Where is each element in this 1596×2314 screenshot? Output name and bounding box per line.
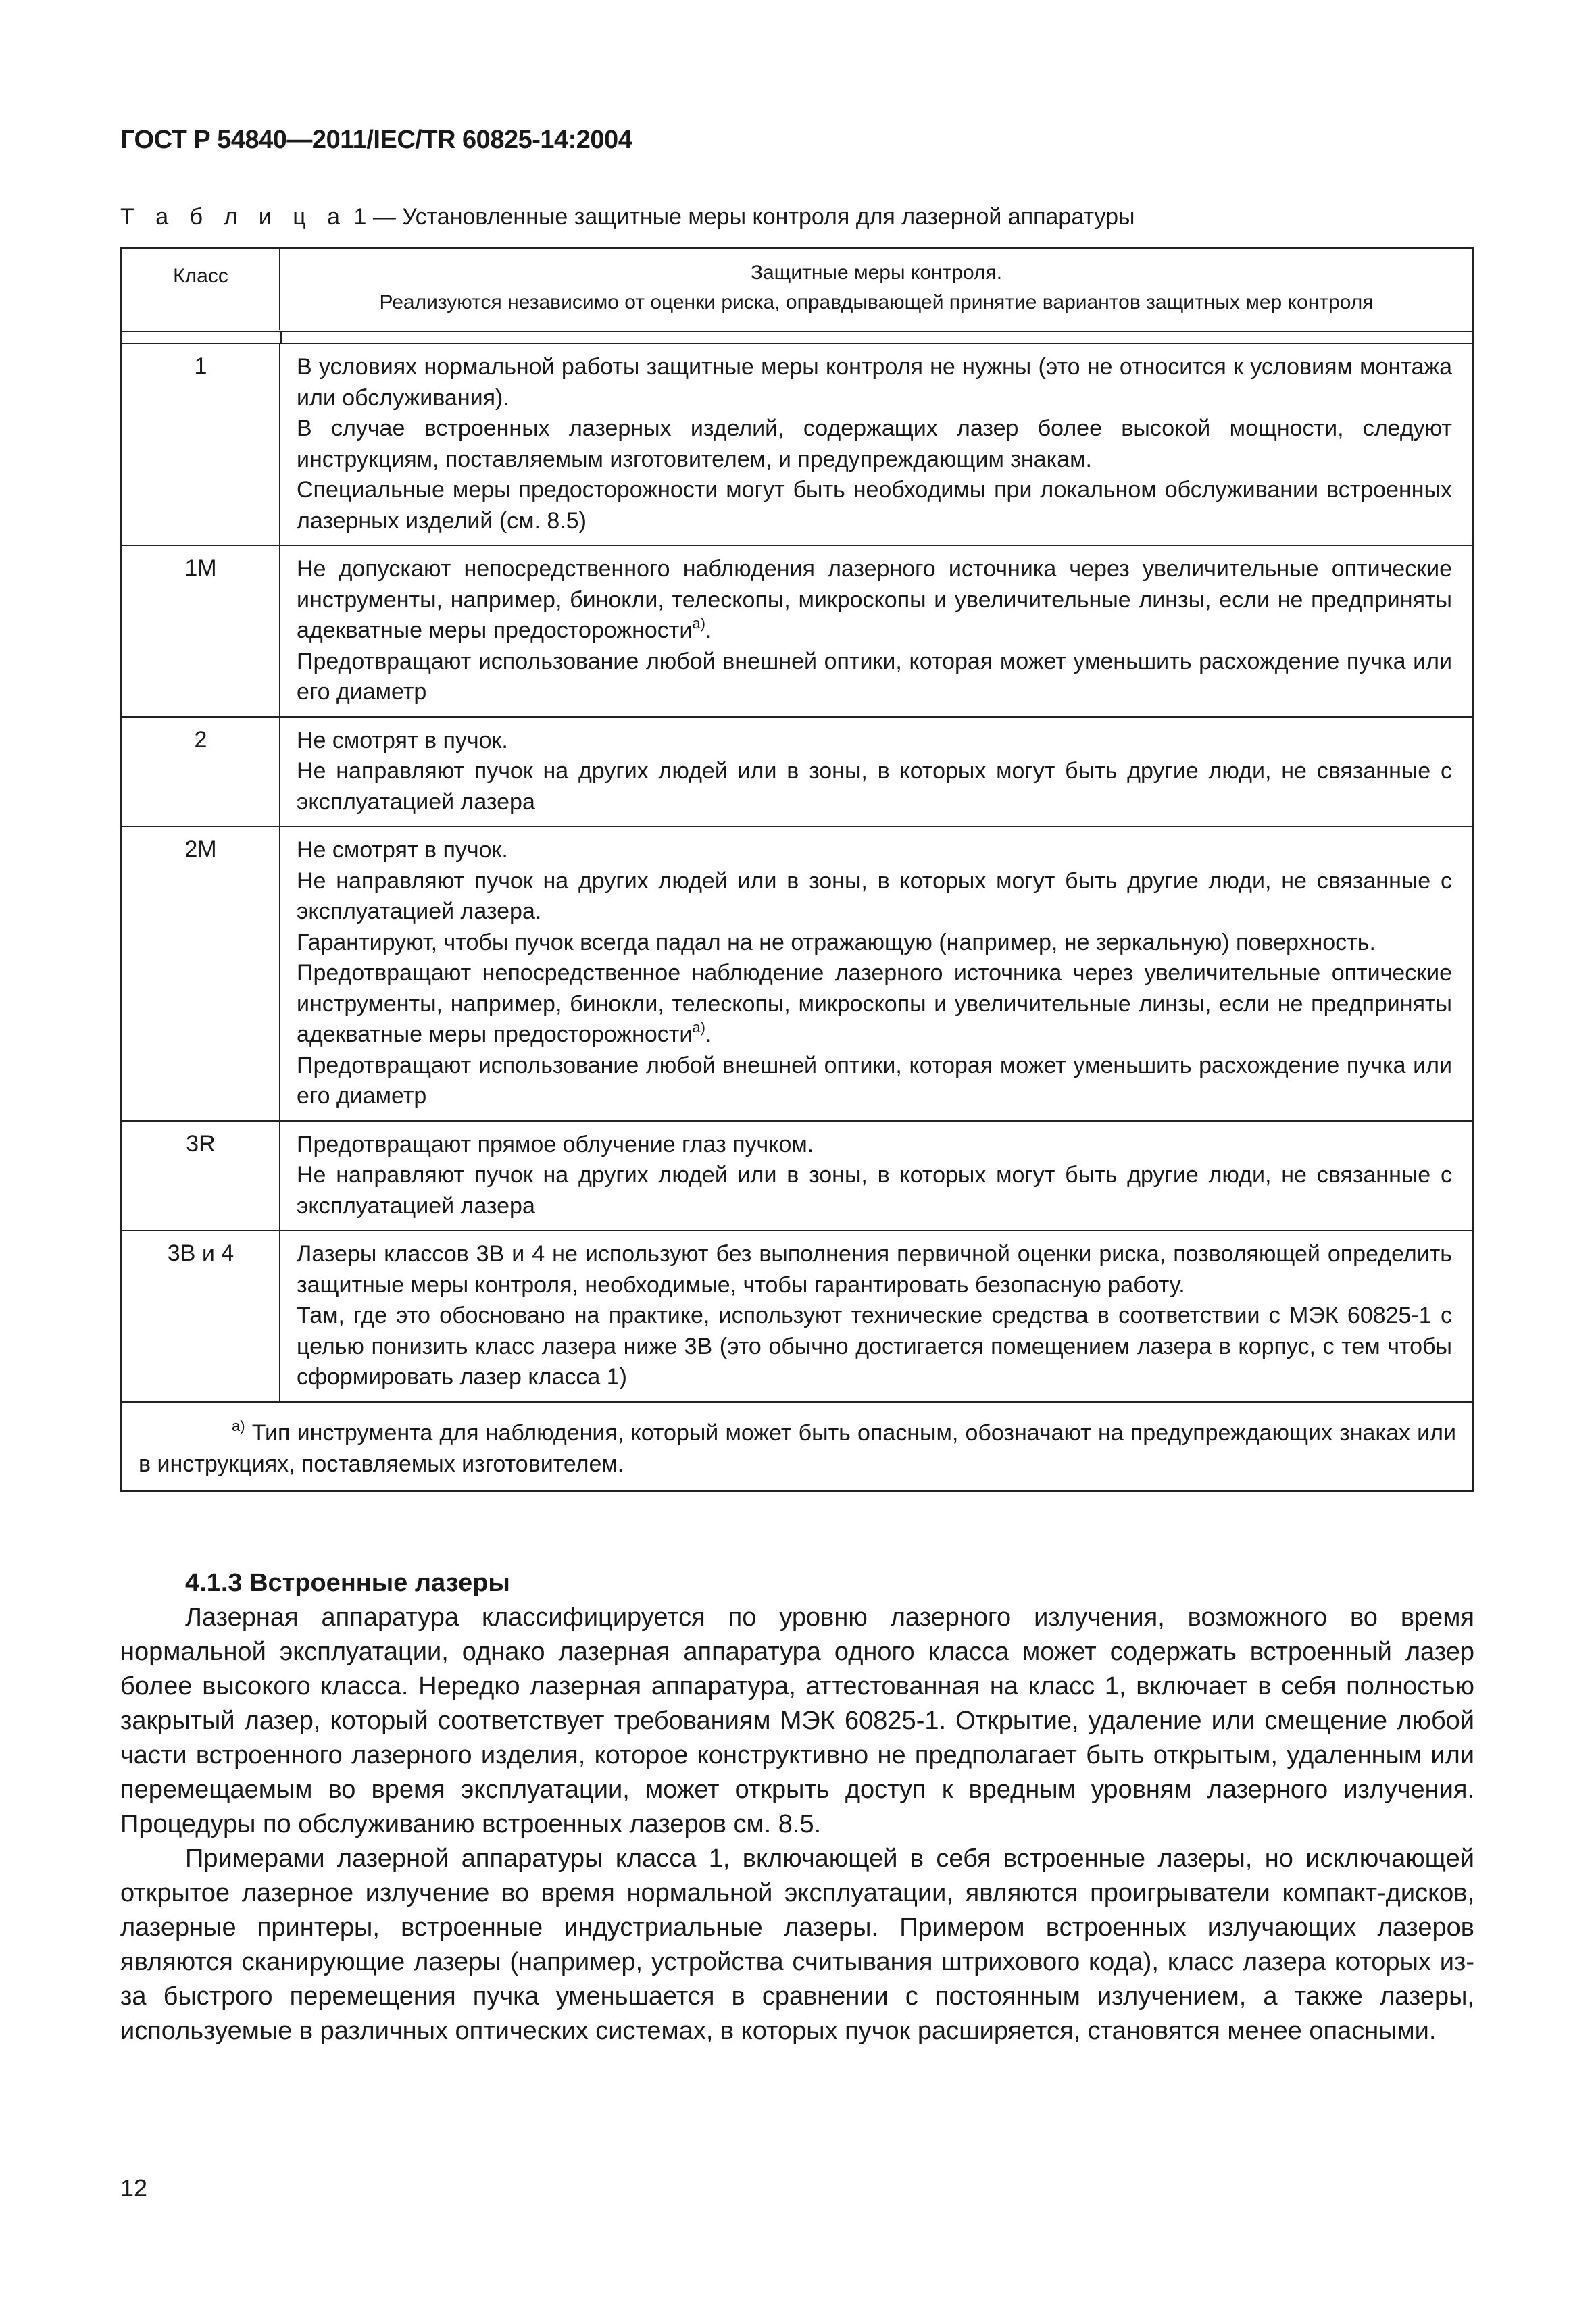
row-measures xyxy=(280,1122,1472,1230)
table-header-row xyxy=(122,249,1472,332)
section-heading: 4.1.3 Встроенные лазеры xyxy=(185,1569,510,1597)
header-separator xyxy=(122,332,1472,344)
measure-text: В условиях нормальной работы защитные меры контроля не нужны (это не относится к условиям монтажа или обслуживания). xyxy=(297,354,1452,411)
footnote-ref: а) xyxy=(692,1019,705,1036)
table-row xyxy=(122,344,1472,546)
table-row xyxy=(122,546,1472,718)
table-row xyxy=(122,827,1472,1122)
measure-text: Предотвращают использование любой внешней оптики, которая может уменьшить расхождение пучка или его диаметр xyxy=(297,648,1452,705)
table-caption-label: Т а б л и ц а xyxy=(120,204,348,230)
measure-text: Не смотрят в пучок. xyxy=(297,837,508,863)
measure-text: Предотвращают прямое облучение глаз пучком. xyxy=(297,1131,814,1157)
header-measures-line2: Реализуются независимо от оценки риска, оправдывающей принятие вариантов защитных мер контроля xyxy=(379,291,1374,313)
table-row xyxy=(122,718,1472,828)
measure-text: В случае встроенных лазерных изделий, содержащих лазер более высокой мощности, следуют инструкциям, поставляемым изготовителем, и предупреждающим знакам. xyxy=(297,416,1452,472)
row-class: 1M xyxy=(122,546,280,716)
measure-text: Не направляют пучок на других людей или в зоны, в которых могут быть другие люди, не связанные с эксплуатацией лазера xyxy=(297,1162,1452,1219)
section-4-1-3 xyxy=(120,1566,1474,2048)
row-class: 2 xyxy=(122,718,280,826)
measure-text: Предотвращают непосредственное наблюдение лазерного источника через увеличительные оптические инструменты, например, бинокли, телескопы, микроскопы и увеличительные линзы, если не предприняты адекватные меры предосторожности$^{а)}$. xyxy=(297,960,1452,1047)
row-measures xyxy=(280,1231,1472,1401)
table-row xyxy=(122,1231,1472,1403)
measure-text: Там, где это обосновано на практике, используют технические средства в соответствии с МЭК 60825-1 с целью понизить класс лазера ниже 3B (это обычно достигается помещением лазера в корпус, с тем чтобы сформировать лазер класса 1) xyxy=(297,1303,1452,1390)
row-measures xyxy=(280,827,1472,1120)
section-paragraph: Лазерная аппаратура классифицируется по уровню лазерного излучения, возможного во время нормальной эксплуатации, однако лазерная аппаратура одного класса может содержать встроенный лазер более высокого класса. Нередко лазерная аппаратура, аттестованная на класс 1, включает в себя полностью закрытый лазер, который соответствует требованиям МЭК 60825-1. Открытие, удаление или смещение любой части встроенного лазерного изделия, которое конструктивно не предполагает быть открытым, удаленным или перемещаемым во время эксплуатации, может открыть доступ к вредным уровням лазерного излучения. Процедуры по обслуживанию встроенных лазеров см. 8.5. xyxy=(120,1603,1474,1838)
footnote-mark: а) xyxy=(232,1417,245,1434)
row-measures xyxy=(280,718,1472,826)
row-class: 2M xyxy=(122,827,280,1120)
row-class: 3R xyxy=(122,1122,280,1230)
footnote-ref: а) xyxy=(692,615,705,632)
table-footnote xyxy=(122,1403,1472,1490)
measure-text: Не направляют пучок на других людей или в зоны, в которых могут быть другие люди, не связанные с эксплуатацией лазера xyxy=(297,758,1452,815)
header-measures-line1: Защитные меры контроля. xyxy=(750,261,1003,284)
row-class: 1 xyxy=(122,344,280,545)
controls-table xyxy=(120,247,1474,1492)
measure-text: Предотвращают использование любой внешней оптики, которая может уменьшить расхождение пучка или его диаметр xyxy=(297,1052,1452,1109)
document-header: ГОСТ Р 54840—2011/IEC/TR 60825-14:2004 xyxy=(120,126,632,154)
measure-text: Гарантируют, чтобы пучок всегда падал на не отражающую (например, не зеркальную) поверхность. xyxy=(297,929,1376,955)
page-number: 12 xyxy=(120,2174,148,2202)
row-measures xyxy=(280,344,1472,545)
measure-text: Не смотрят в пучок. xyxy=(297,727,508,753)
measure-text: Не направляют пучок на других людей или в зоны, в которых могут быть другие люди, не связанные с эксплуатацией лазера. xyxy=(297,867,1452,924)
table-caption xyxy=(120,204,1134,230)
footnote-text: Тип инструмента для наблюдения, который может быть опасным, обозначают на предупреждающих знаках или в инструкциях, поставляемых изготовителем. xyxy=(139,1419,1456,1477)
measure-text: Специальные меры предосторожности могут быть необходимы при локальном обслуживании встроенных лазерных изделий (см. 8.5) xyxy=(297,477,1452,534)
row-measures xyxy=(280,546,1472,716)
section-paragraph: Примерами лазерной аппаратуры класса 1, включающей в себя встроенные лазеры, но исключающей открытое лазерное излучение во время нормальной эксплуатации, являются проигрыватели компакт-дисков, лазерные принтеры, встроенные индустриальные лазеры. Примером встроенных излучающих лазеров являются сканирующие лазеры (например, устройства считывания штрихового кода), класс лазера которых из-за быстрого перемещения пучка уменьшается в сравнении с постоянным излучением, а также лазеры, используемые в различных оптических системах, в которых пучок расширяется, становятся менее опасными. xyxy=(120,1844,1474,2045)
header-class: Класс xyxy=(122,249,280,330)
measure-text: Не допускают непосредственного наблюдения лазерного источника через увеличительные оптические инструменты, например, бинокли, телескопы, микроскопы и увеличительные линзы, если не предприняты адекватные меры предосторожности$^{а)}$. xyxy=(297,556,1452,643)
table-caption-text: 1 — Установленные защитные меры контроля для лазерной аппаратуры xyxy=(347,204,1135,230)
measure-text: Лазеры классов 3B и 4 не используют без выполнения первичной оценки риска, позволяющей определить защитные меры контроля, необходимые, чтобы гарантировать безопасную работу. xyxy=(297,1241,1452,1298)
header-measures xyxy=(280,249,1472,330)
table-row xyxy=(122,1122,1472,1232)
row-class: 3B и 4 xyxy=(122,1231,280,1401)
